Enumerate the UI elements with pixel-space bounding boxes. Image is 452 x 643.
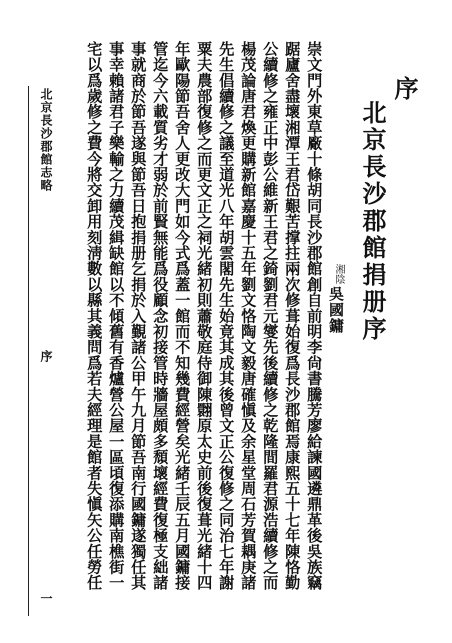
document-title: 北京長沙郡館捐册序 [358, 100, 387, 343]
body-column-4: 楊茂論唐君煥更購新館嘉慶十五年劉文恪陶文毅唐確愼及余星堂周石芳賀耦庚諸 [239, 41, 258, 591]
body-column-2: 踞廬舍盡壞湘潭王君岱艱苦撑拄兩次修葺始復爲長沙郡館焉康熙五十七年陳恪勤 [283, 41, 302, 591]
body-column-8: 管迄今六載質劣才弱於前賢無能爲役顧念初接管時牆屋頗多頹壞經費復極支絀諸 [151, 41, 170, 591]
footer-book-title: 北京長沙郡館志略 [39, 88, 53, 192]
body-column-9: 事就商於節吾遂與節吾日抱捐册乞捐於入覲諸公甲午九月節吾南行國鏞遂獨任其 [129, 41, 148, 591]
body-column-7: 年歐陽節吾舍人更改大門如今式爲蓋一館而不知幾費經營矣光緒壬辰五月國鏞接 [173, 41, 192, 591]
body-column-10: 事幸賴諸君子樂輸之力續茂緝缺館以不傾舊有香爐營公屋一區頃復添購南樵街一 [107, 41, 126, 591]
page-margin-rule [28, 86, 29, 616]
footer-section: 序 [39, 350, 53, 362]
author-name: 吳國鏞 [327, 286, 345, 334]
body-column-11: 宅以爲歲修之費今將交卸用刻淸數以縣其義問爲若夫經理是館者失愼矢公任勞任 [85, 41, 104, 591]
footer-page-number: 一 [39, 592, 53, 604]
body-column-6: 粟夫農部復修之而更文正之祠光緒初則蕭敬庭侍御陳翾原太史前後復葺光緒十四 [195, 41, 214, 591]
preface-heading: 序 [390, 76, 419, 102]
body-column-1: 崇文門外東草廠十條胡同長沙郡館創自前明李尙書騰芳廖給諫國遴鼎革後吳族竊 [305, 41, 324, 591]
body-column-5: 先生倡續修之議至道光八年胡雲閣先生始竟其成其後曾文正公復修之同治七年謝 [217, 41, 236, 591]
body-column-3: 公續修之雍正中彭公維新王君之錡劉君元燮先後續修之乾隆間羅君源浩續修之而 [261, 41, 280, 591]
author-place: 湘陰 [333, 264, 344, 284]
